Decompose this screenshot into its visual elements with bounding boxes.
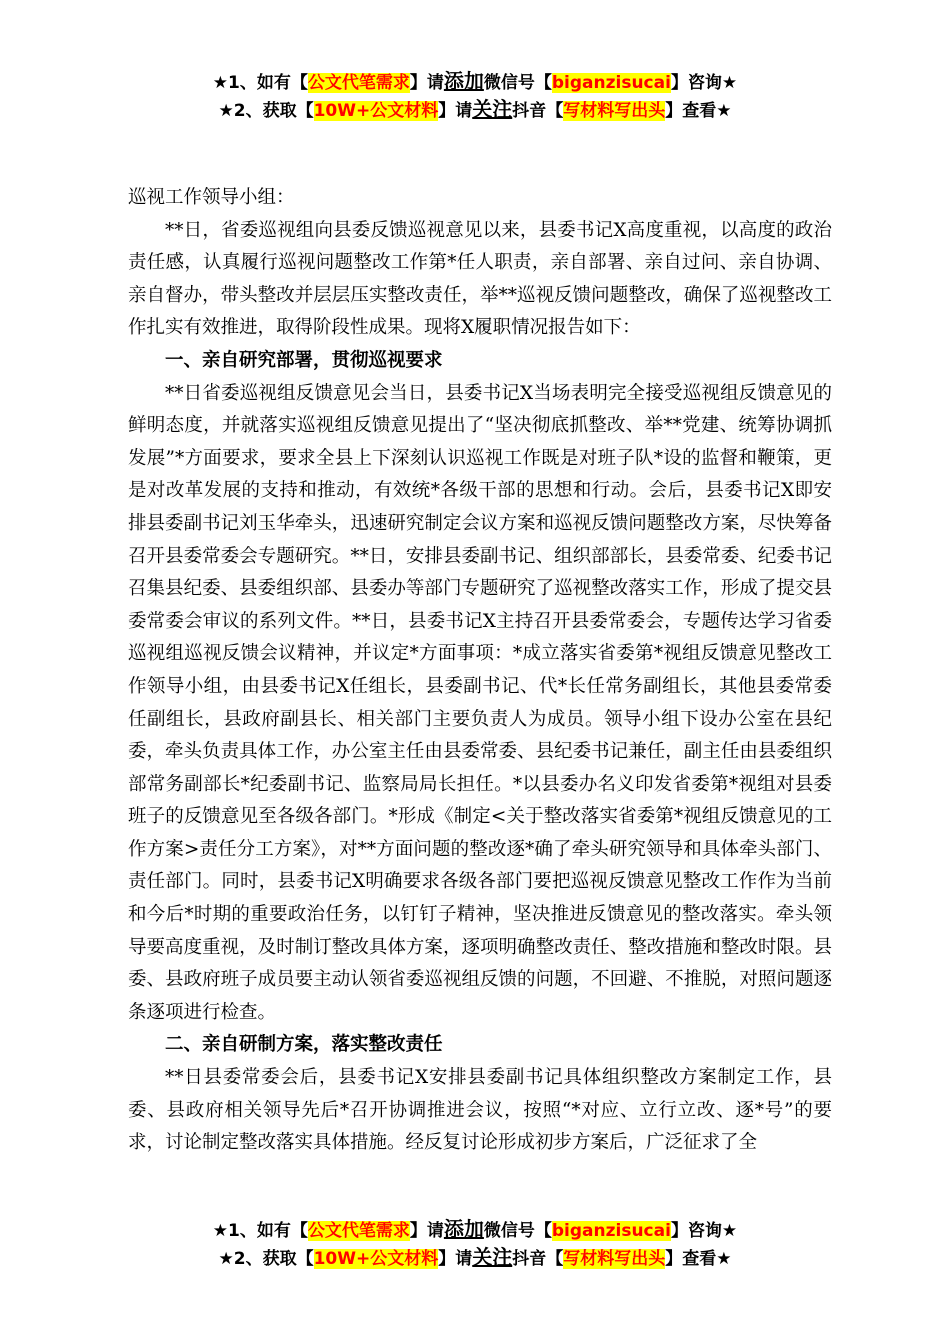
banner-text: 抖音【 [512,1249,564,1269]
banner-line-2 [0,96,950,124]
banner-emphasis: 关注 [472,97,513,121]
banner-text: 抖音【 [512,101,564,121]
highlight-materials: 10W+公文材料 [313,1249,439,1269]
banner-line-1 [0,68,950,96]
document-body [128,182,832,1160]
banner-text: 】请 [409,73,444,93]
highlight-service: 公文代笔需求 [307,1221,410,1241]
banner-text: 】请 [438,1249,473,1269]
section-1-paragraph: **日省委巡视组反馈意见会当日，县委书记X当场表明完全接受巡视组反馈意见的鲜明态度，并就落实巡视组反馈意见提出了“坚决彻底抓整改、举**党建、统筹协调抓发展”*方面要求，要求全县上下深刻认识巡视工作既是对班子队*设的监督和鞭策，更是对改革发展的支持和推动，有效统*各级干部的思想和行动。会后，县委书记X即安排县委副书记刘玉华牵头，迅速研究制定会议方案和巡视反馈问题整改方案，尽快筹备召开县委常委会专题研究。**日，安排县委副书记、组织部部长，县委常委、纪委书记召集县纪委、县委组织部、县委办等部门专题研究了巡视整改落实工作，形成了提交县委常委会审议的系列文件。**日，县委书记X主持召开县委常委会，专题传达学习省委巡视组巡视反馈会议精神，并议定*方面事项：*成立落实省委第*视组反馈意见整改工作领导小组，由县委书记X任组长，县委副书记、代*长任常务副组长，其他县委常委任副组长，县政府副县长、相关部门主要负责人为成员。领导小组下设办公室在县纪委，牵头负责具体工作，办公室主任由县委常委、县纪委书记兼任，副主任由县委组织部常务副部长*纪委副书记、监察局局长担任。*以县委办名义印发省委第*视组对县委班子的反馈意见至各级各部门。*形成《制定<关于整改落实省委第*视组反馈意见的工作方案>责任分工方案》，对**方面问题的整改逐*确了牵头研究领导和具体牵头部门、责任部门。同时，县委书记X明确要求各级各部门要把巡视反馈意见整改工作作为当前和今后*时期的重要政治任务，以钉钉子精神，坚决推进反馈意见的整改落实。牵头领导要高度重视，及时制订整改具体方案，逐项明确整改责任、整改措施和整改时限。县委、县政府班子成员要主动认领省委巡视组反馈的问题，不回避、不推脱，对照问题逐条逐项进行检查。 [128,382,832,1023]
banner-text: 】查看★ [665,1249,732,1269]
section-2-paragraph: **日县委常委会后，县委书记X安排县委副书记具体组织整改方案制定工作，县委、县政府相关领导先后*召开协调推进会议，按照“*对应、立行立改、逐*号”的要求，讨论制定整改落实具体措施。经反复讨论形成初步方案后，广泛征求了全 [128,1067,832,1154]
salutation: 巡视工作领导小组： [128,187,295,208]
header-banner [0,68,950,124]
banner-line-2 [0,1244,950,1272]
banner-text: ★1、如有【 [212,1221,308,1241]
banner-text: 微信号【 [483,1221,552,1241]
banner-text: ★2、获取【 [218,1249,314,1269]
banner-emphasis: 添加 [443,1217,484,1241]
section-heading-2: 二、亲自研制方案，落实整改责任 [165,1034,443,1056]
intro-paragraph: **日，省委巡视组向县委反馈巡视意见以来，县委书记X高度重视，以高度的政治责任感，认真履行巡视问题整改工作第*任人职责，亲自部署、亲自过问、亲自协调、亲自督办，带头整改并层层压实整改责任，举**巡视反馈问题整改，确保了巡视整改工作扎实有效推进，取得阶段性成果。现将X履职情况报告如下： [128,219,832,339]
highlight-materials: 10W+公文材料 [313,101,439,121]
banner-text: 微信号【 [483,73,552,93]
highlight-douyin-id: 写材料写出头 [563,1249,666,1269]
highlight-wechat-id: biganzisucai [551,1221,671,1241]
banner-line-1 [0,1216,950,1244]
footer-banner [0,1216,950,1272]
highlight-service: 公文代笔需求 [307,73,410,93]
banner-text: 】请 [409,1221,444,1241]
banner-emphasis: 关注 [472,1245,513,1269]
banner-text: ★1、如有【 [212,73,308,93]
banner-text: ★2、获取【 [218,101,314,121]
banner-text: 】咨询★ [670,73,738,93]
section-heading-1: 一、亲自研究部署，贯彻巡视要求 [165,349,443,371]
banner-text: 】咨询★ [670,1221,738,1241]
banner-text: 】请 [438,101,473,121]
highlight-wechat-id: biganzisucai [551,73,671,93]
banner-emphasis: 添加 [443,69,484,93]
highlight-douyin-id: 写材料写出头 [563,101,666,121]
banner-text: 】查看★ [665,101,732,121]
